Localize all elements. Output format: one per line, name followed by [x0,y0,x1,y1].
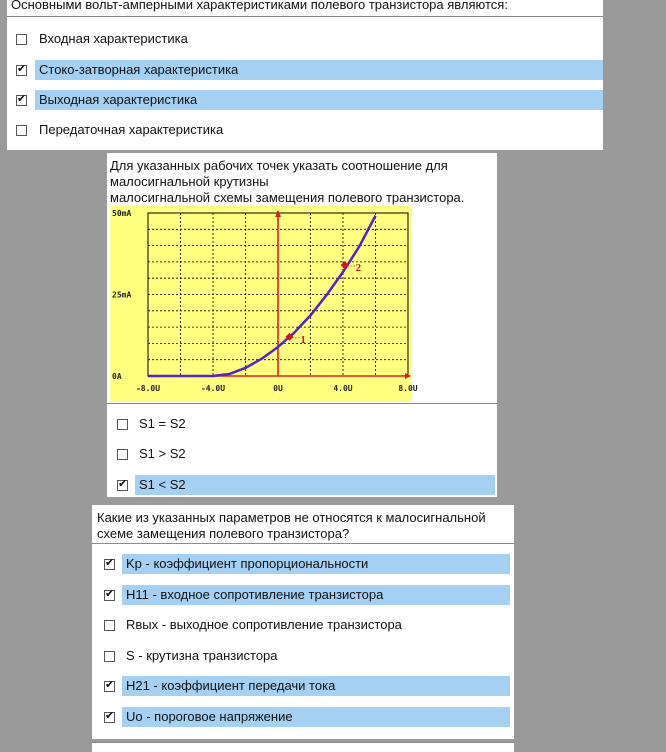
answer-option[interactable] [92,585,514,605]
divider [92,742,514,743]
divider [107,403,497,404]
y-tick-label: 0A [112,372,122,381]
chart-svg [110,206,418,402]
option-label: S1 < S2 [139,477,186,492]
checkbox[interactable] [16,125,27,136]
divider [7,16,603,17]
checkbox[interactable] [104,620,115,631]
operating-point-label: 2 [355,262,362,275]
question-text [97,510,486,542]
y-tick-label: 50mA [112,209,132,218]
answer-option[interactable] [12,60,603,80]
question-card-3 [92,505,514,739]
question-line: малосигнальной крутизны [110,174,269,189]
option-bar [135,475,495,495]
question-text: Основными вольт-амперными характеристиками полевого транзистора являются: [11,0,508,12]
x-tick-label: 8.0U [398,384,418,393]
option-label: S1 > S2 [139,446,186,461]
check-mark-icon: ✔ [17,63,27,75]
answer-option[interactable] [107,444,497,464]
x-tick-label: 0U [273,384,283,393]
check-mark-icon: ✔ [17,93,27,105]
check-mark-icon: ✔ [118,478,128,490]
checkbox[interactable] [104,559,115,570]
x-tick-label: 4.0U [333,384,353,393]
question-line: Какие из указанных параметров не относятся к малосигнальной [97,510,486,525]
option-label: Стоко-затворная характеристика [39,62,239,77]
divider [92,543,514,544]
option-label: Входная характеристика [39,31,188,46]
option-label: Kp - коэффициент пропорциональности [126,556,369,571]
option-label: Rвых - выходное сопротивление транзистора [126,617,402,632]
option-bar [135,414,495,434]
option-label: H11 - входное сопротивление транзистора [126,587,384,602]
check-mark-icon: ✔ [105,588,115,600]
answer-option[interactable] [92,646,514,666]
answer-option[interactable] [107,414,497,434]
answer-option[interactable] [92,615,514,635]
answer-option[interactable] [92,676,514,696]
checkbox[interactable] [16,65,27,76]
checkbox[interactable] [117,419,128,430]
answer-option[interactable] [107,475,497,495]
checkbox[interactable] [104,681,115,692]
check-mark-icon: ✔ [105,557,115,569]
transfer-characteristic-chart [110,206,418,402]
plot-background [110,206,412,402]
question-line: малосигнальной схемы замещения полевого транзистора. [110,190,465,205]
answer-option[interactable] [12,29,603,49]
question-card-2 [107,153,497,497]
checkbox[interactable] [104,590,115,601]
answer-option[interactable] [12,120,603,140]
y-tick-label: 25mA [112,290,132,300]
x-tick-label: -4.0U [200,384,226,393]
check-mark-icon: ✔ [105,679,115,691]
option-label: S - крутизна транзистора [126,648,278,663]
check-mark-icon: ✔ [105,710,115,722]
question-text [110,158,464,206]
checkbox[interactable] [16,34,27,45]
x-tick-label: -8.0U [135,384,161,393]
option-label: Uo - пороговое напряжение [126,709,293,724]
answer-option[interactable] [92,554,514,574]
checkbox[interactable] [117,480,128,491]
answer-option[interactable] [12,90,603,110]
question-line: Для указанных рабочих точек указать соотношение для [110,158,448,173]
operating-point-label: 1 [300,333,306,346]
answer-option[interactable] [92,707,514,727]
option-label: H21 - коэффициент передачи тока [126,678,336,693]
question-card-4 [92,742,514,752]
option-label: Передаточная характеристика [39,122,224,137]
question-line: схеме замещения полевого транзистора? [97,526,350,541]
checkbox[interactable] [104,651,115,662]
option-label: Выходная характеристика [39,92,198,107]
option-label: S1 = S2 [139,416,186,431]
checkbox[interactable] [104,712,115,723]
question-card-1 [7,0,603,150]
checkbox[interactable] [117,449,128,460]
option-bar [135,444,495,464]
checkbox[interactable] [16,95,27,106]
